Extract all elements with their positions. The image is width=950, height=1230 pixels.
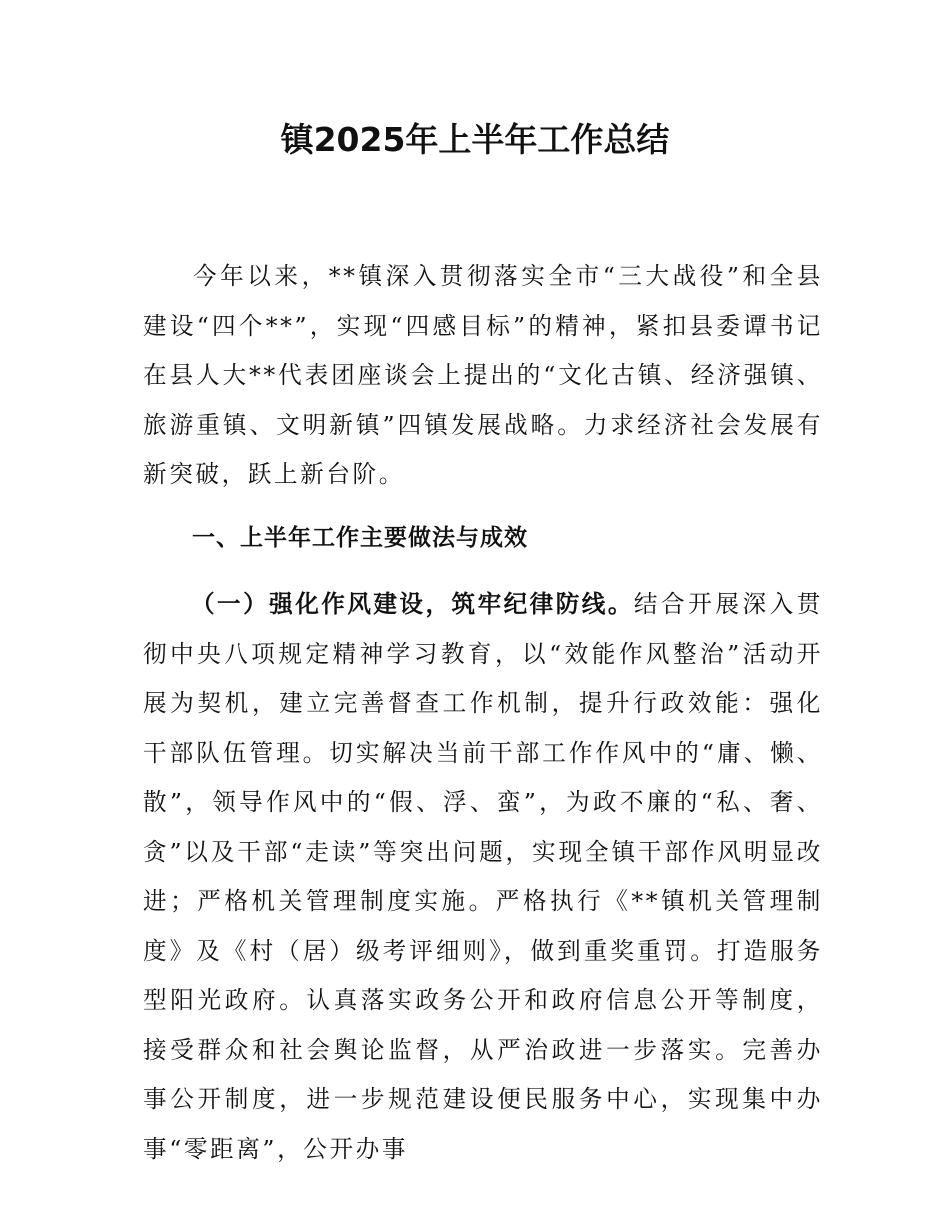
subsection-lead: （一）强化作风建设，筑牢纪律防线。 bbox=[191, 590, 634, 618]
section-heading: 一、上半年工作主要做法与成效 bbox=[192, 525, 528, 551]
subsection-text: 结合开展深入贯彻中央八项规定精神学习教育，以“效能作风整治”活动开展为契机，建立完善督查工作机制，提升行政效能：强化干部队伍管理。切实解决当前干部工作作风中的“庸、懒、散”，领导作风中的“假、浮、蛮”，为政不廉的“私、奢、贪”以及干部“走读”等突出问题，实现全镇干部作风明显改进；严格机关管理制度实施。严格执行《**镇机关管理制度》及《村（居）级考评细则》，做到重奖重罚。打造服务型阳光政府。认真落实政务公开和政府信息公开等制度，接受群众和社会舆论监督，从严治政进一步落实。完善办事公开制度，进一步规范建设便民服务中心，实现集中办事“零距离”，公开办事 bbox=[143, 590, 823, 1163]
section-paragraph bbox=[143, 580, 823, 1174]
intro-paragraph: 今年以来，**镇深入贯彻落实全市“三大战役”和全县建设“四个**”，实现“四感目标”的精神，紧扣县委谭书记在县人大**代表团座谈会上提出的“文化古镇、经济强镇、旅游重镇、文明新镇”四镇发展战略。力求经济社会发展有新突破，跃上新台阶。 bbox=[143, 262, 823, 488]
document-title: 镇2025年上半年工作总结 bbox=[280, 120, 670, 159]
